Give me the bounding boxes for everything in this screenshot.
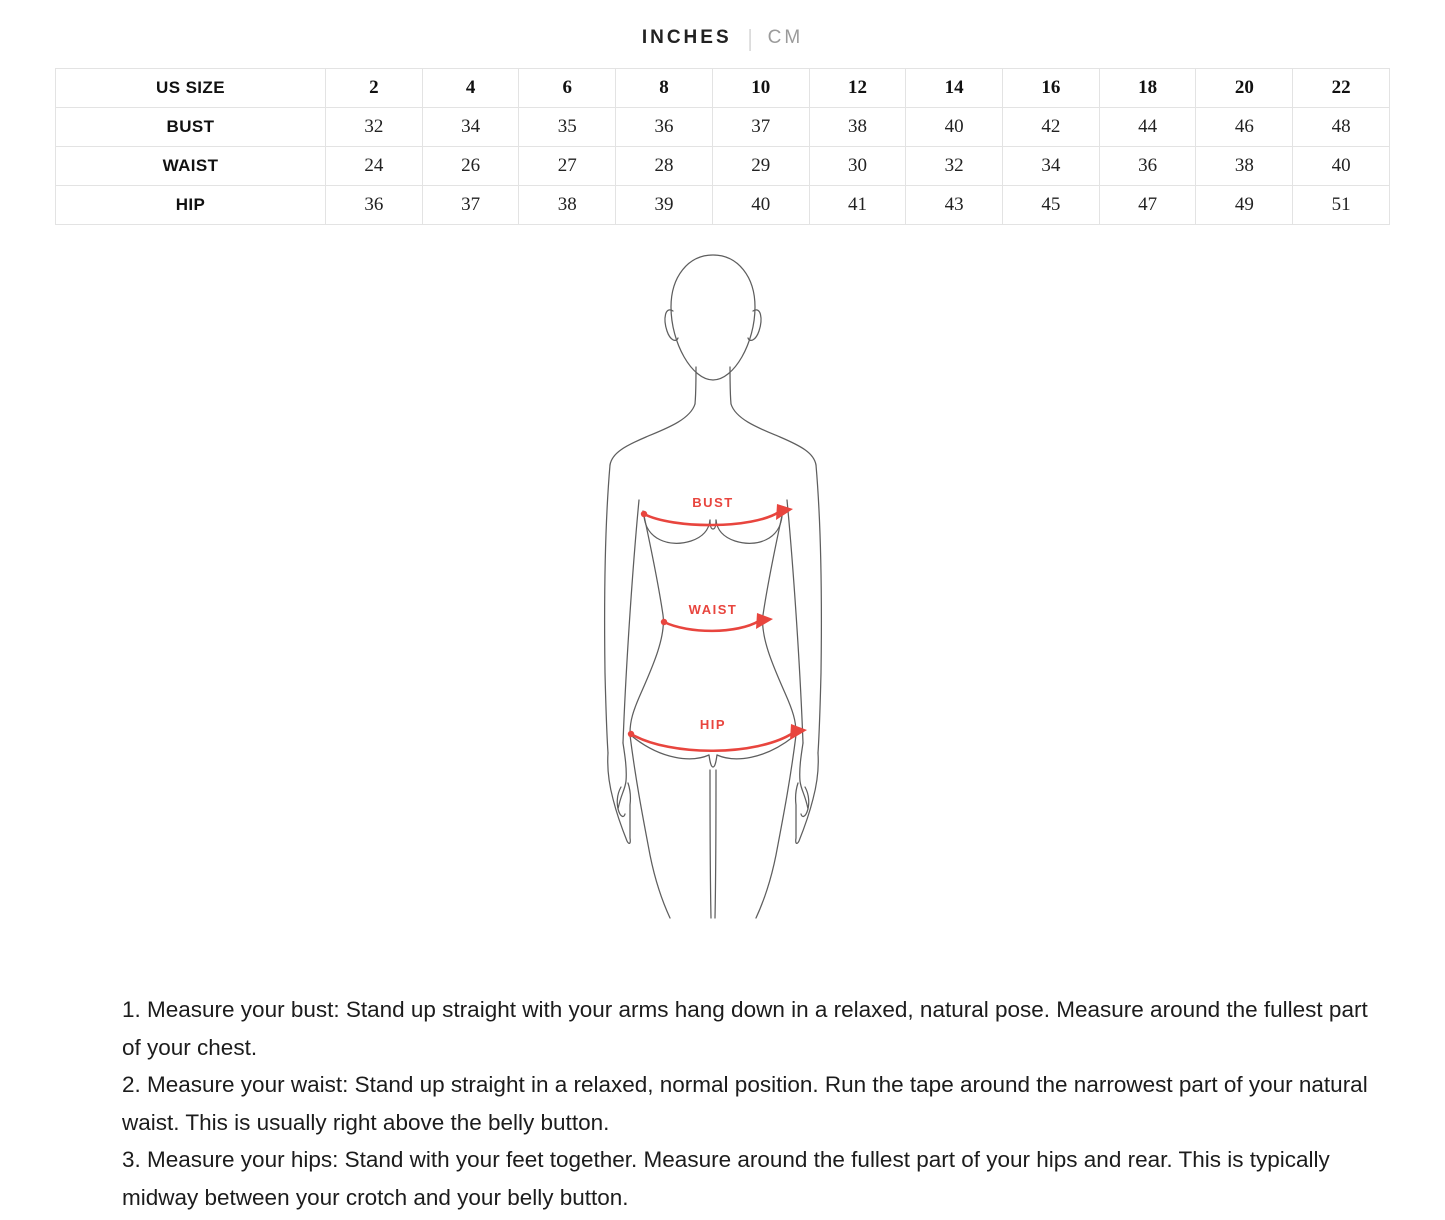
waist-label: WAIST (688, 602, 737, 617)
hip-value-cell: 39 (616, 186, 713, 225)
right-thumb (799, 743, 808, 816)
size-table-row-hip (56, 186, 1390, 225)
hip-arc-dot (627, 731, 633, 737)
size-header-cell-12: 12 (809, 69, 906, 108)
bust-value-cell: 46 (1196, 108, 1293, 147)
left-thumb (617, 743, 626, 816)
right-hand (795, 753, 818, 843)
bust-value-cell: 35 (519, 108, 616, 147)
waist-arc (664, 621, 759, 631)
size-header-cell-10: 10 (712, 69, 809, 108)
right-arm-outer (816, 465, 821, 753)
right-leg-outer (756, 735, 796, 918)
hip-row-label: HIP (56, 186, 326, 225)
instruction-bust: 1. Measure your bust: Stand up straight with your arms hang down in a relaxed, natural pose. Measure around the fullest part of your chest. (122, 997, 1368, 1060)
hip-value-cell: 45 (1003, 186, 1100, 225)
size-table-row-bust (56, 108, 1390, 147)
waist-value-cell: 32 (906, 147, 1003, 186)
instruction-waist: 2. Measure your waist: Stand up straight in a relaxed, normal position. Run the tape around the narrowest part of your natural waist. This is usually right above the belly button. (122, 1072, 1368, 1135)
unit-option-inches[interactable]: INCHES (641, 27, 732, 48)
measuring-instructions (122, 991, 1377, 1216)
left-bust-curve (644, 516, 710, 543)
waist-value-cell: 28 (616, 147, 713, 186)
bust-value-cell: 34 (422, 108, 519, 147)
right-bust-curve (716, 516, 782, 543)
size-table-header-row (56, 69, 1390, 108)
instruction-hips: 3. Measure your hips: Stand with your feet together. Measure around the fullest part of your hips and rear. This is typically midway between your crotch and your belly button. (122, 1147, 1330, 1210)
waist-value-cell: 38 (1196, 147, 1293, 186)
size-header-cell-18: 18 (1099, 69, 1196, 108)
left-arm-outer (604, 465, 609, 753)
measurement-marks (627, 504, 806, 751)
waist-value-cell: 34 (1003, 147, 1100, 186)
size-header-cell-20: 20 (1196, 69, 1293, 108)
hip-value-cell: 41 (809, 186, 906, 225)
left-leg-inner (710, 770, 711, 918)
hip-value-cell: 36 (326, 186, 423, 225)
waist-value-cell: 40 (1293, 147, 1390, 186)
waist-row-label: WAIST (56, 147, 326, 186)
waist-value-cell: 24 (326, 147, 423, 186)
bust-value-cell: 40 (906, 108, 1003, 147)
waist-value-cell: 36 (1099, 147, 1196, 186)
size-header-cell-22: 22 (1293, 69, 1390, 108)
waist-value-cell: 27 (519, 147, 616, 186)
size-header-cell-16: 16 (1003, 69, 1100, 108)
hip-value-cell: 51 (1293, 186, 1390, 225)
us-size-header-cell: US SIZE (56, 69, 326, 108)
left-leg-outer (630, 735, 670, 918)
hip-value-cell: 47 (1099, 186, 1196, 225)
hip-label: HIP (699, 717, 726, 732)
bust-value-cell: 32 (326, 108, 423, 147)
bust-value-cell: 42 (1003, 108, 1100, 147)
bust-arc-arrow (776, 504, 793, 520)
size-header-cell-8: 8 (616, 69, 713, 108)
bust-value-cell: 44 (1099, 108, 1196, 147)
bust-arc-dot (640, 511, 646, 517)
bust-label: BUST (691, 495, 734, 510)
size-header-cell-6: 6 (519, 69, 616, 108)
left-arm-inner (623, 500, 639, 743)
right-leg-inner (715, 770, 716, 918)
bust-value-cell: 38 (809, 108, 906, 147)
bust-row-label: BUST (56, 108, 326, 147)
hip-value-cell: 37 (422, 186, 519, 225)
bust-value-cell: 36 (616, 108, 713, 147)
waist-arc-dot (660, 619, 666, 625)
size-header-cell-2: 2 (326, 69, 423, 108)
hip-arc-arrow (790, 724, 807, 740)
bust-arc (644, 512, 779, 525)
waist-value-cell: 30 (809, 147, 906, 186)
size-table-row-waist (56, 147, 1390, 186)
hip-value-cell: 49 (1196, 186, 1293, 225)
crotch-curve (709, 755, 717, 767)
left-shoulder (610, 404, 695, 465)
bust-value-cell: 48 (1293, 108, 1390, 147)
hip-value-cell: 40 (712, 186, 809, 225)
size-header-cell-14: 14 (906, 69, 1003, 108)
hip-value-cell: 38 (519, 186, 616, 225)
head-outline (671, 255, 755, 380)
unit-option-cm[interactable]: CM (767, 27, 804, 48)
size-header-cell-4: 4 (422, 69, 519, 108)
body-outline (604, 255, 821, 918)
waist-arc-arrow (756, 613, 773, 629)
body-measurement-diagram (553, 243, 893, 943)
right-arm-inner (787, 500, 803, 743)
left-hand (607, 753, 630, 843)
bust-value-cell: 37 (712, 108, 809, 147)
hip-value-cell: 43 (906, 186, 1003, 225)
unit-toggle-separator: | (747, 24, 752, 51)
right-shoulder (731, 404, 816, 465)
figure-wrap (0, 243, 1445, 943)
unit-toggle (0, 0, 1445, 53)
hip-arc (631, 733, 793, 751)
waist-value-cell: 26 (422, 147, 519, 186)
waist-value-cell: 29 (712, 147, 809, 186)
size-chart-table (55, 68, 1390, 225)
